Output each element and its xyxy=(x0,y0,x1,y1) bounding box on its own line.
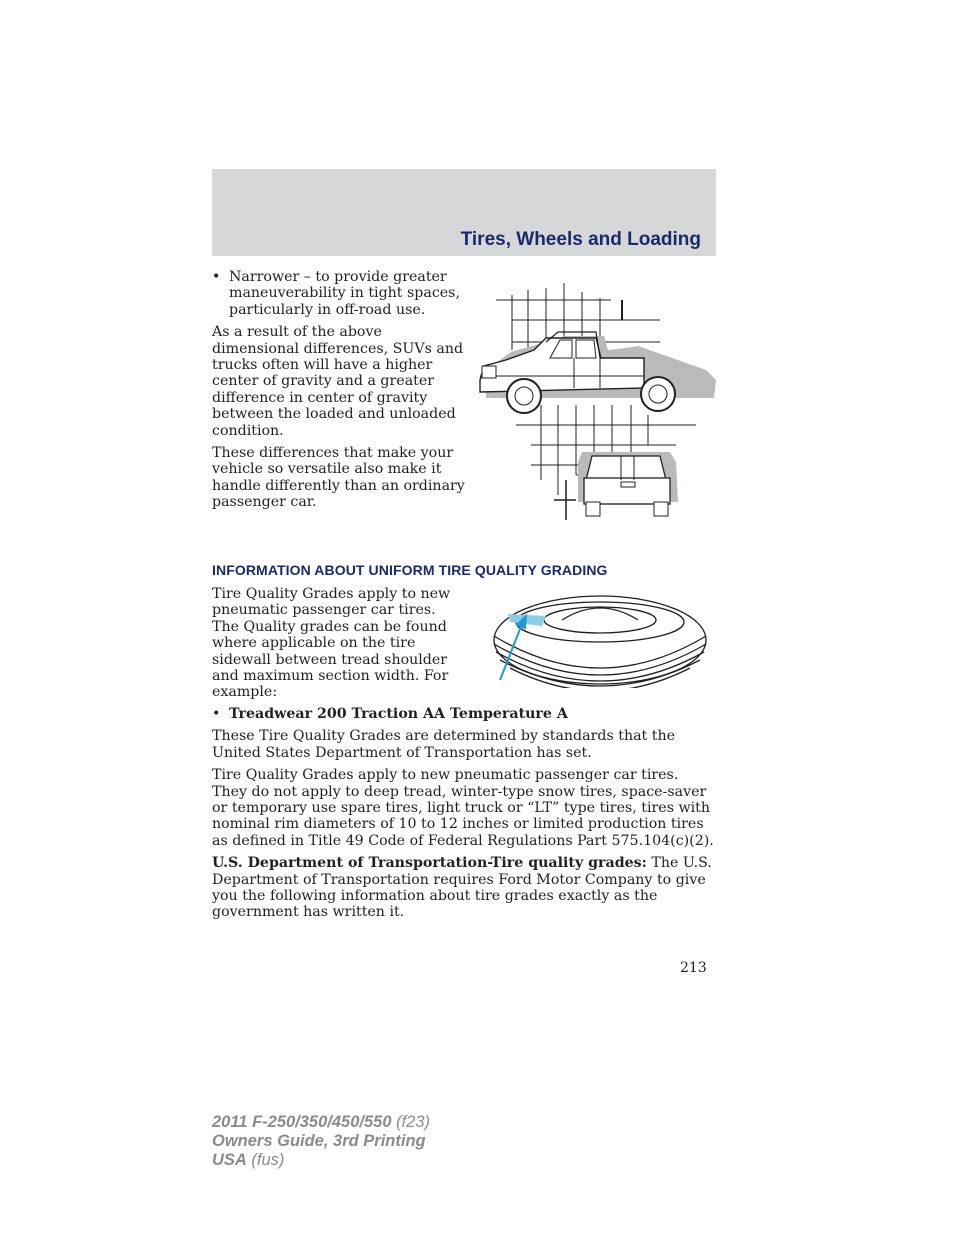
tire-sidewall-illustration xyxy=(488,592,712,688)
intro-column xyxy=(212,269,472,517)
grade-example-text: Treadwear 200 Traction AA Temperature A xyxy=(229,706,568,722)
footer-model-code: (f23) xyxy=(391,1113,431,1131)
section-header-band xyxy=(212,169,716,256)
footer-edition: Owners Guide, 3rd Printing xyxy=(212,1132,426,1150)
bullet-dot: • xyxy=(212,706,221,722)
bullet-dot: • xyxy=(212,269,221,285)
bullet-grade-example xyxy=(212,706,716,722)
bullet-narrower-text: Narrower – to provide greater maneuverability in tight spaces, particularly in off-road use. xyxy=(229,269,460,318)
section-title: Tires, Wheels and Loading xyxy=(460,229,701,250)
utqg-intro-text xyxy=(212,586,457,707)
para-center-gravity: As a result of the above dimensional differences, SUVs and trucks often will have a higher center of gravity and a greater difference in center of gravity between the loaded and unloaded condition. xyxy=(212,324,464,439)
dot-lead: U.S. Department of Transportation-Tire quality grades: xyxy=(212,855,647,872)
footer-market: USA xyxy=(212,1151,247,1169)
dot-body: The U.S. Department of Transportation requires Ford Motor Company to give you the following information about tire grades exactly as the government has written it. xyxy=(212,855,712,921)
para-versatile: These differences that make your vehicle so versatile also make it handle differently than an ordinary passenger car. xyxy=(212,445,465,511)
utqg-body xyxy=(212,706,716,927)
para-dot-grades xyxy=(212,855,716,921)
para-standards: These Tire Quality Grades are determined by standards that the United States Department of Transportation has set. xyxy=(212,728,675,761)
section-heading-utqg: INFORMATION ABOUT UNIFORM TIRE QUALITY GRADING xyxy=(212,562,608,578)
page-number: 213 xyxy=(680,960,707,976)
bullet-narrower xyxy=(212,269,472,318)
para-apply: Tire Quality Grades apply to new pneumatic passenger car tires. The Quality grades can be found where applicable on the tire sidewall between tread shoulder and maximum section width. For example: xyxy=(212,586,451,701)
document-footer xyxy=(212,1113,430,1170)
footer-market-code: (fus) xyxy=(246,1151,285,1169)
truck-dimension-illustration xyxy=(476,280,720,520)
footer-model: 2011 F-250/350/450/550 xyxy=(212,1113,392,1131)
para-exclusions: Tire Quality Grades apply to new pneumatic passenger car tires. They do not apply to deep tread, winter-type snow tires, space-saver or temporary use spare tires, light truck or “LT” type tires, tires with nominal rim diameters of 10 to 12 inches or limited production tires as defined in Title 49 Code of Federal Regulations Part 575.104(c)(2). xyxy=(212,767,714,849)
